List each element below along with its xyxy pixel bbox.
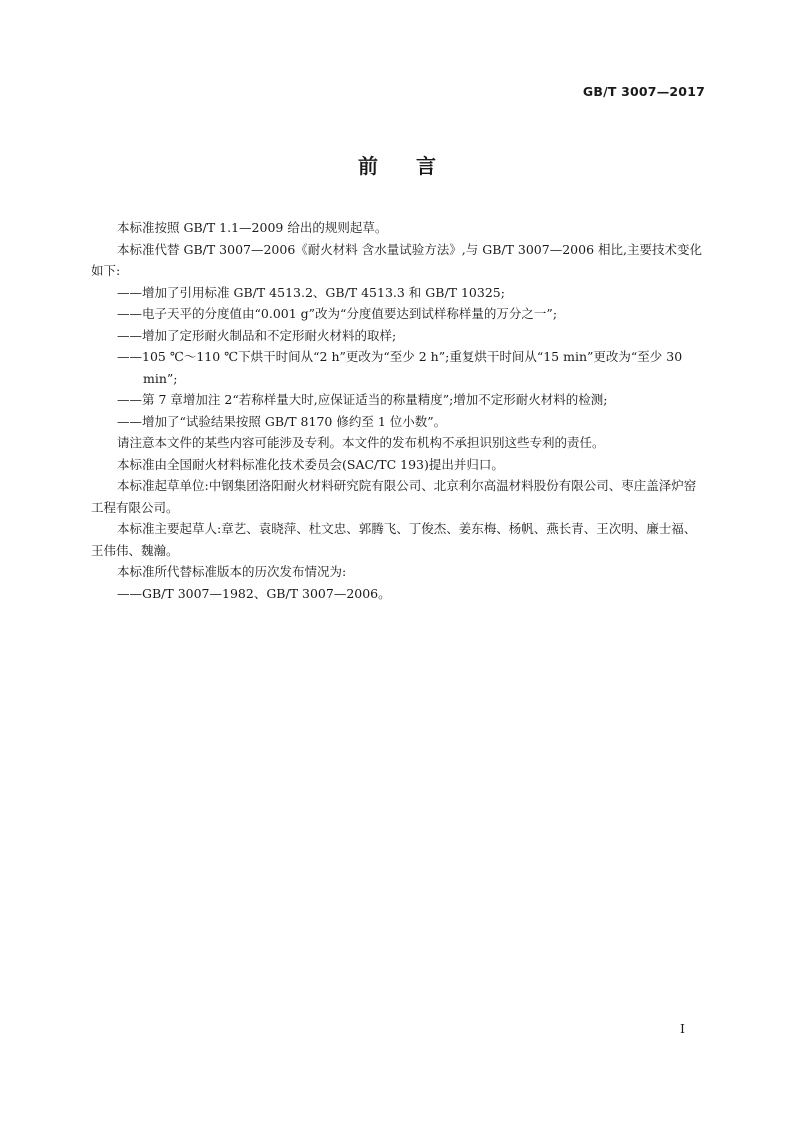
list-item: ——GB/T 3007—1982、GB/T 3007—2006。	[117, 585, 391, 601]
paragraph-patent-notice: 请注意本文件的某些内容可能涉及专利。本文件的发布机构不承担识别这些专利的责任。	[117, 435, 605, 450]
list-item: ——增加了“试验结果按照 GB/T 8170 修约至 1 位小数”。	[117, 413, 447, 429]
list-item: ——105 ℃～110 ℃下烘干时间从“2 h”更改为“至少 2 h”;重复烘干时间从“15 min”更改为“至少 30 min”;	[117, 349, 683, 386]
paragraph-history: 本标准所代替标准版本的历次发布情况为:	[117, 564, 347, 579]
list-item: ——电子天平的分度值由“0.001 g”改为“分度值要达到试样称样量的万分之一”;	[117, 306, 558, 321]
list-item: ——增加了引用标准 GB/T 4513.2、GB/T 4513.3 和 GB/T 10325;	[117, 284, 505, 300]
list-item: ——第 7 章增加注 2“若称样量大时,应保证适当的称量精度”;增加不定形耐火材料的检测;	[117, 392, 608, 407]
standard-code: GB/T 3007—2017	[582, 84, 705, 99]
page-number: I	[680, 1021, 685, 1036]
paragraph-drafters: 本标准主要起草人:章艺、袁晓萍、杜文忠、郭腾飞、丁俊杰、姜东梅、杨帆、燕长青、王次明、廉士福、王伟伟、魏瀚。	[91, 521, 697, 558]
paragraph-replacement: 本标准代替 GB/T 3007—2006《耐火材料 含水量试验方法》,与 GB/T 3007—2006 相比,主要技术变化如下:	[91, 241, 702, 278]
page-title: 前言	[358, 154, 474, 178]
foreword-body	[91, 217, 705, 604]
paragraph-committee: 本标准由全国耐火材料标准化技术委员会(SAC/TC 193)提出并归口。	[117, 456, 504, 472]
paragraph-drafting-units: 本标准起草单位:中钢集团洛阳耐火材料研究院有限公司、北京利尔高温材料股份有限公司、枣庄盖泽炉窑工程有限公司。	[91, 478, 697, 515]
paragraph-drafting-rules: 本标准按照 GB/T 1.1—2009 给出的规则起草。	[117, 220, 388, 235]
list-item: ——增加了定形耐火制品和不定形耐火材料的取样;	[117, 327, 397, 343]
